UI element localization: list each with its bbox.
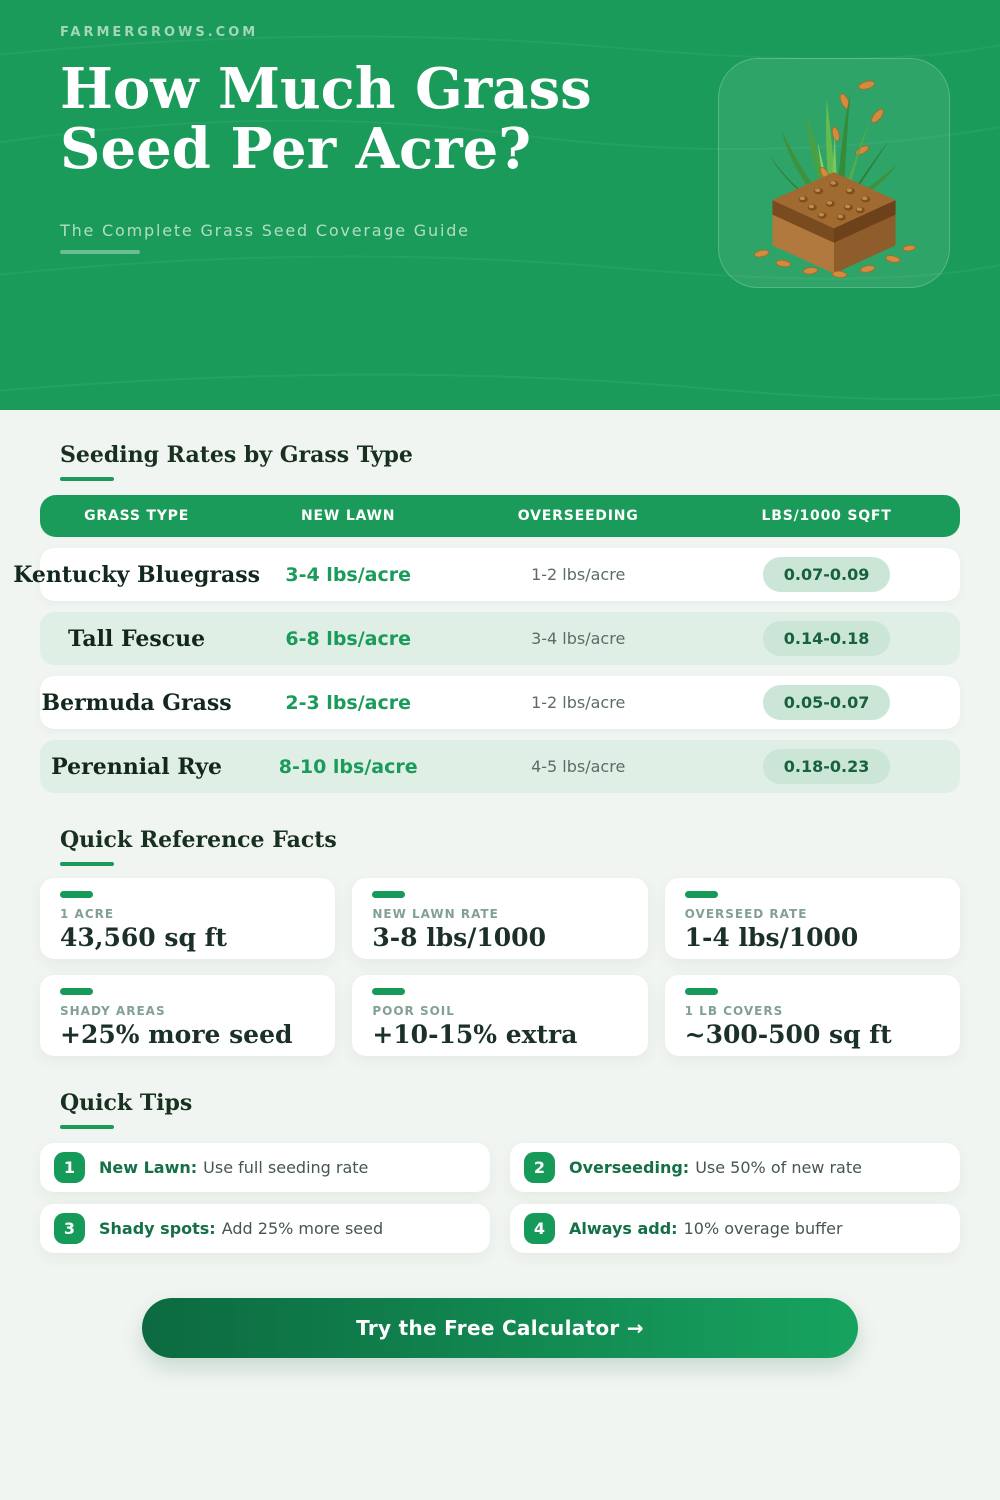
new-lawn-cell: 2-3 lbs/acre bbox=[285, 691, 412, 714]
accent-dash bbox=[372, 988, 405, 995]
fact-label: 1 LB COVERS bbox=[684, 1004, 784, 1018]
tip-text: Use 50% of new rate bbox=[695, 1158, 862, 1177]
tip-text: Use full seeding rate bbox=[203, 1158, 369, 1177]
tip-label: Shady spots: bbox=[99, 1219, 216, 1238]
column-header-lbs-1000-sqft: LBS/1000 SQFT bbox=[761, 508, 892, 524]
grass-type-cell: Bermuda Grass bbox=[41, 689, 232, 716]
fact-value: 3-8 lbs/1000 bbox=[372, 923, 546, 952]
accent-dash bbox=[60, 988, 93, 995]
tip-label: Always add: bbox=[569, 1219, 678, 1238]
site-name: FARMERGROWS.COM bbox=[60, 25, 259, 40]
tip-card bbox=[510, 1143, 960, 1192]
tip-number-badge: 1 bbox=[54, 1152, 85, 1183]
seeding-rates-section bbox=[13, 442, 960, 793]
fact-label: NEW LAWN RATE bbox=[372, 907, 499, 921]
page-title-line1: How Much Grass bbox=[60, 56, 592, 122]
quick-reference-section bbox=[40, 827, 960, 1056]
section-title-seeding-rates: Seeding Rates by Grass Type bbox=[60, 442, 413, 468]
subtitle-underline bbox=[60, 250, 140, 254]
fact-label: 1 ACRE bbox=[60, 907, 115, 921]
grass-type-cell: Perennial Rye bbox=[51, 753, 223, 780]
fact-value: +25% more seed bbox=[60, 1020, 293, 1049]
calculator-cta-button[interactable]: Try the Free Calculator → bbox=[142, 1298, 858, 1358]
accent-dash bbox=[685, 988, 718, 995]
lbs-pill: 0.05-0.07 bbox=[763, 685, 891, 720]
fact-card bbox=[665, 975, 960, 1056]
accent-dash bbox=[685, 891, 718, 898]
grass-type-cell: Kentucky Bluegrass bbox=[13, 561, 260, 588]
tip-text: Add 25% more seed bbox=[221, 1219, 384, 1238]
fact-value: 1-4 lbs/1000 bbox=[684, 923, 859, 952]
new-lawn-cell: 8-10 lbs/acre bbox=[278, 755, 418, 778]
tip-card bbox=[40, 1204, 490, 1253]
fact-card bbox=[40, 975, 335, 1056]
fact-value: +10-15% extra bbox=[372, 1020, 578, 1049]
tip-number-badge: 2 bbox=[524, 1152, 555, 1183]
column-header-grass-type: GRASS TYPE bbox=[84, 508, 190, 524]
table-row bbox=[40, 676, 960, 729]
fact-card bbox=[40, 878, 335, 959]
fact-label: POOR SOIL bbox=[372, 1004, 455, 1018]
tip-label: Overseeding: bbox=[569, 1158, 690, 1177]
grass-type-cell: Tall Fescue bbox=[68, 625, 206, 652]
overseeding-cell: 1-2 lbs/acre bbox=[531, 565, 626, 584]
overseeding-cell: 3-4 lbs/acre bbox=[531, 629, 626, 648]
lbs-cell bbox=[763, 749, 891, 784]
tip-number-badge: 3 bbox=[54, 1213, 85, 1244]
overseeding-cell: 4-5 lbs/acre bbox=[531, 757, 626, 776]
table-header-row bbox=[40, 495, 960, 537]
page-subtitle: The Complete Grass Seed Coverage Guide bbox=[60, 221, 470, 240]
fact-card bbox=[352, 878, 647, 959]
lbs-pill: 0.18-0.23 bbox=[763, 749, 891, 784]
lbs-cell bbox=[763, 557, 891, 592]
fact-card bbox=[352, 975, 647, 1056]
new-lawn-cell: 6-8 lbs/acre bbox=[285, 627, 412, 650]
fact-value: 43,560 sq ft bbox=[60, 923, 227, 952]
lbs-cell bbox=[763, 685, 891, 720]
quick-tips-section bbox=[40, 1090, 960, 1253]
table-row bbox=[13, 548, 960, 601]
lbs-cell bbox=[763, 621, 891, 656]
overseeding-cell: 1-2 lbs/acre bbox=[531, 693, 626, 712]
fact-label: SHADY AREAS bbox=[60, 1004, 166, 1018]
facts-grid bbox=[40, 878, 960, 1056]
tip-number-badge: 4 bbox=[524, 1213, 555, 1244]
section-underline bbox=[60, 1125, 114, 1129]
section-title-quick-reference: Quick Reference Facts bbox=[60, 827, 337, 853]
tip-text: 10% overage buffer bbox=[683, 1219, 843, 1238]
tips-grid bbox=[40, 1143, 960, 1253]
fact-card bbox=[665, 878, 960, 959]
fact-value: ~300-500 sq ft bbox=[684, 1020, 892, 1049]
table-row bbox=[40, 612, 960, 665]
table-row bbox=[40, 740, 960, 793]
page-title bbox=[60, 56, 592, 182]
page-title-line2: Seed Per Acre? bbox=[60, 115, 532, 182]
column-header-overseeding: OVERSEEDING bbox=[517, 508, 639, 524]
new-lawn-cell: 3-4 lbs/acre bbox=[285, 563, 412, 586]
tip-label: New Lawn: bbox=[99, 1158, 198, 1177]
tip-card bbox=[40, 1143, 490, 1192]
accent-dash bbox=[60, 891, 93, 898]
hero-header bbox=[0, 0, 1000, 410]
accent-dash bbox=[372, 891, 405, 898]
section-underline bbox=[60, 862, 114, 866]
section-underline bbox=[60, 477, 114, 481]
lbs-pill: 0.14-0.18 bbox=[763, 621, 891, 656]
grass-soil-seed-block-icon bbox=[729, 67, 939, 279]
page-content bbox=[0, 442, 1000, 1358]
column-header-new-lawn: NEW LAWN bbox=[301, 508, 396, 524]
tip-card bbox=[510, 1204, 960, 1253]
section-title-quick-tips: Quick Tips bbox=[60, 1090, 193, 1116]
lbs-pill: 0.07-0.09 bbox=[763, 557, 891, 592]
fact-label: OVERSEED RATE bbox=[684, 907, 808, 921]
hero-illustration-card bbox=[718, 58, 950, 288]
